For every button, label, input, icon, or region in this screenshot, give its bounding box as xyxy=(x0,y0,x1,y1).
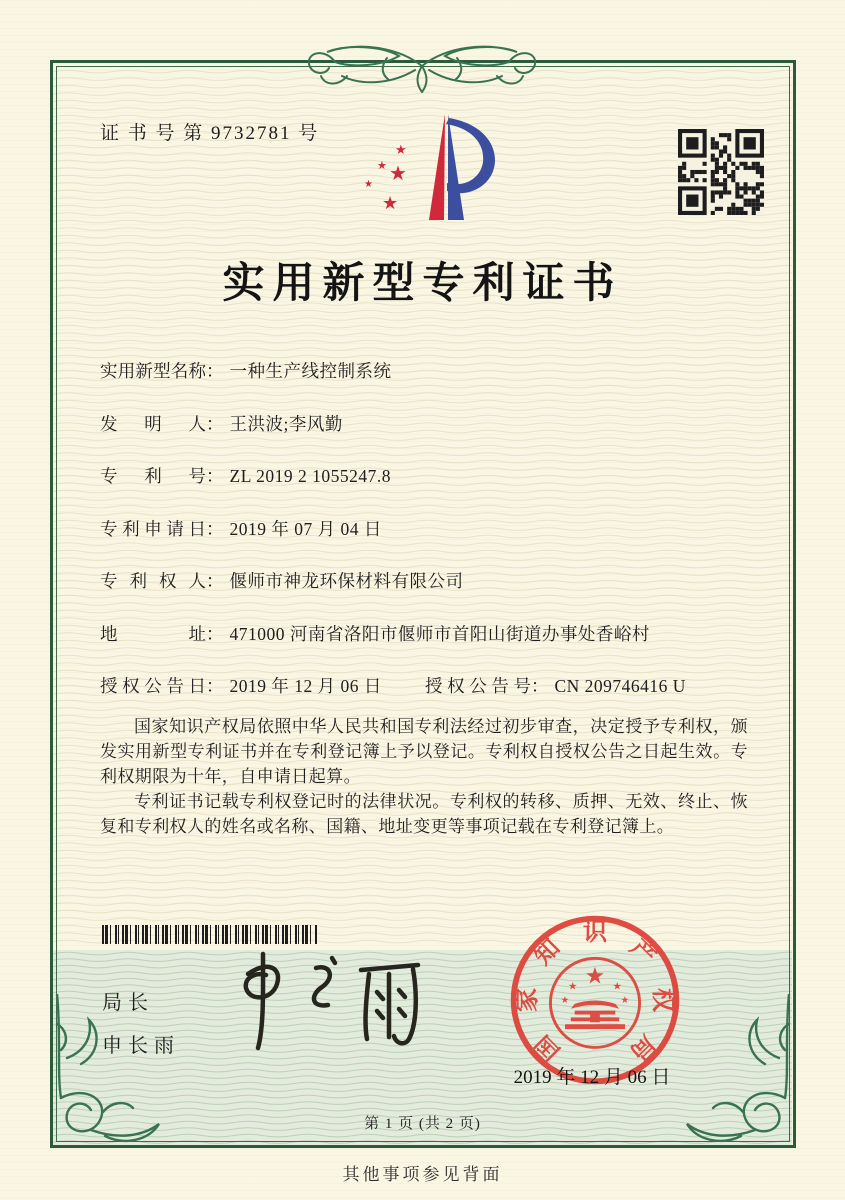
logo-wedge-blue xyxy=(448,114,464,220)
field-row-inventor xyxy=(100,411,760,435)
certificate-title: 实用新型专利证书 xyxy=(222,261,623,307)
logo-wedge-red xyxy=(429,114,445,220)
field-value: 2019 年 12 月 06 日 xyxy=(229,676,382,696)
field-colon: ： xyxy=(206,676,224,696)
field-colon: ： xyxy=(206,361,224,381)
svg-text:家: 家 xyxy=(513,987,541,1013)
svg-text:★: ★ xyxy=(364,179,373,190)
field-pair-grant-number xyxy=(425,673,686,698)
svg-text:★: ★ xyxy=(389,163,407,185)
svg-text:★: ★ xyxy=(567,981,578,993)
officer-title: 局长 xyxy=(102,992,154,1014)
field-row-grant xyxy=(100,673,760,697)
svg-text:★: ★ xyxy=(377,160,387,172)
field-row-utility-name xyxy=(100,358,760,382)
field-colon: ： xyxy=(206,623,224,644)
certificate-fields xyxy=(100,358,760,726)
officer-block xyxy=(102,986,180,1072)
legal-text xyxy=(100,714,748,839)
svg-text:国: 国 xyxy=(529,1029,566,1066)
field-label: 授权公告日 xyxy=(100,676,206,696)
svg-text:★: ★ xyxy=(620,994,630,1006)
page-number: 第 1 页 (共 2 页) xyxy=(364,1116,481,1132)
seal-date: 2019 年 12 月 06 日 xyxy=(513,1067,671,1088)
back-side-note: 其他事项参见背面 xyxy=(342,1165,503,1184)
svg-text:识: 识 xyxy=(582,918,608,946)
certificate-number: 证 书 号 第 9732781 号 xyxy=(100,123,320,144)
officer-name: 申长雨 xyxy=(102,1035,180,1057)
logo-stars xyxy=(364,142,407,213)
field-label: 专利权人 xyxy=(100,571,206,591)
svg-text:★: ★ xyxy=(612,981,623,993)
svg-text:★: ★ xyxy=(382,193,399,213)
svg-text:★: ★ xyxy=(584,963,606,990)
field-label: 授权公告号 xyxy=(425,676,531,696)
top-border-ornament xyxy=(287,36,557,94)
svg-text:★: ★ xyxy=(560,994,570,1006)
legal-paragraph-1: 国家知识产权局依照中华人民共和国专利法经过初步审查，决定授予专利权，颁发实用新型专利证书并在专利登记簿上予以登记。专利权自授权公告之日起生效。专利权期限为十年，自申请日起算。 xyxy=(100,717,748,786)
field-colon: ： xyxy=(206,518,224,539)
qr-code xyxy=(678,129,764,215)
field-label: 实用新型名称 xyxy=(100,361,206,381)
field-label: 发明人 xyxy=(100,413,206,434)
field-label: 专利号 xyxy=(100,466,206,486)
field-colon: ： xyxy=(206,571,224,591)
field-value: CN 209746416 U xyxy=(554,676,686,696)
field-value: 471000 河南省洛阳市偃师市首阳山街道办事处香峪村 xyxy=(229,623,650,644)
national-emblem xyxy=(550,958,639,1047)
svg-text:产: 产 xyxy=(624,934,661,971)
field-label: 地址 xyxy=(100,623,206,644)
field-row-address xyxy=(100,621,760,645)
cnipa-logo-graphic xyxy=(345,110,515,238)
field-value: 2019 年 07 月 04 日 xyxy=(229,518,382,539)
cnipa-logo xyxy=(345,110,515,238)
field-colon: ： xyxy=(206,466,224,486)
legal-paragraph-2: 专利证书记载专利权登记时的法律状况。专利权的转移、质押、无效、终止、恢复和专利权人的姓名或名称、国籍、地址变更等事项记载在专利登记簿上。 xyxy=(100,792,748,836)
svg-text:权: 权 xyxy=(649,987,677,1013)
field-value: 王洪波;李风勤 xyxy=(229,413,343,434)
field-value: 偃师市神龙环保材料有限公司 xyxy=(229,571,464,591)
svg-text:★: ★ xyxy=(395,142,407,157)
field-row-patent-number xyxy=(100,463,760,487)
field-row-patentee xyxy=(100,568,760,592)
field-value: 一种生产线控制系统 xyxy=(229,361,392,381)
field-value: ZL 2019 2 1055247.8 xyxy=(229,466,391,486)
field-label: 专利申请日 xyxy=(100,518,206,539)
signature-shen-changyu xyxy=(228,942,443,1060)
field-colon: ： xyxy=(531,676,549,696)
svg-text:知: 知 xyxy=(529,934,566,971)
svg-text:局: 局 xyxy=(624,1029,661,1066)
field-row-filing-date xyxy=(100,516,760,540)
field-colon: ： xyxy=(206,413,224,434)
